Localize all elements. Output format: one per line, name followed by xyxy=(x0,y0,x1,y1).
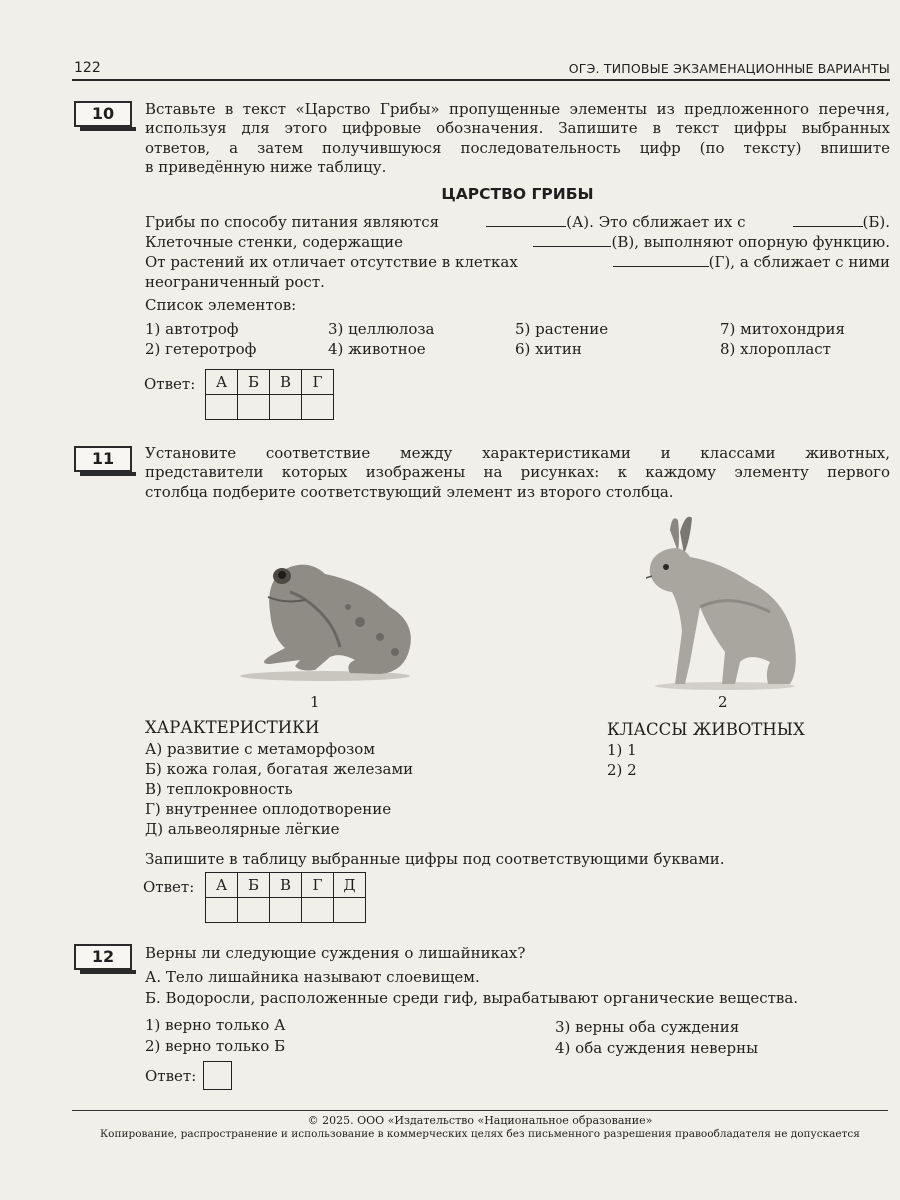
q10-intro-line: используя для этого цифровые обозначения. Запишите в текст цифры выбранных xyxy=(145,119,890,138)
answer-col-header: Б xyxy=(238,873,270,898)
q10-text: От растений их отличает отсутствие в клетках xyxy=(145,253,518,271)
q11-intro xyxy=(145,444,890,502)
question-number-12: 12 xyxy=(74,944,132,970)
q10-intro-line: Вставьте в текст «Царство Грибы» пропущенные элементы из предложенного перечня, xyxy=(145,100,890,118)
answer-col-header: Б xyxy=(238,370,270,395)
answer-col-header: В xyxy=(270,370,302,395)
q12-option-2: 2) верно только Б xyxy=(145,1037,286,1055)
characteristic-item: Д) альвеолярные лёгкие xyxy=(145,820,340,838)
answer-cell[interactable] xyxy=(206,898,238,923)
q10-intro-line: в приведённую ниже таблицу. xyxy=(145,157,387,176)
characteristics-title: ХАРАКТЕРИСТИКИ xyxy=(145,718,320,737)
figure-1-caption: 1 xyxy=(310,693,320,711)
q10-text-line-4: неограниченный рост. xyxy=(145,273,325,291)
q10-text-line-1 xyxy=(145,212,890,232)
answer-col-header: Г xyxy=(302,370,334,395)
q10-answer-label: Ответ: xyxy=(144,375,196,393)
q10-text: (А). Это сближает их с xyxy=(566,213,746,231)
q10-text: Грибы по способу питания являются xyxy=(145,213,440,231)
question-number-10: 10 xyxy=(74,101,132,127)
header-rule xyxy=(72,79,890,81)
answer-cell[interactable] xyxy=(302,395,334,420)
q10-item-8: 8) хлоропласт xyxy=(720,340,831,358)
class-item: 1) 1 xyxy=(607,741,637,759)
q10-heading: ЦАРСТВО ГРИБЫ xyxy=(441,185,594,203)
q11-answer-label: Ответ: xyxy=(143,878,195,896)
q10-text: (Б). xyxy=(862,213,890,231)
q12-statement-a: А. Тело лишайника называют слоевищем. xyxy=(145,968,480,986)
q11-intro-line: столбца подберите соответствующий элемент из второго столбца. xyxy=(145,482,674,501)
answer-col-header: В xyxy=(270,873,302,898)
q10-item-2: 2) гетеротроф xyxy=(145,340,257,358)
q10-list-title: Список элементов: xyxy=(145,296,297,314)
answer-col-header: А xyxy=(206,370,238,395)
q10-text: Клеточные стенки, содержащие xyxy=(145,233,404,251)
answer-col-header: А xyxy=(206,873,238,898)
blank-a xyxy=(486,212,566,227)
q12-answer-box[interactable] xyxy=(203,1061,232,1090)
page-header-title: ОГЭ. ТИПОВЫЕ ЭКЗАМЕНАЦИОННЫЕ ВАРИАНТЫ xyxy=(568,61,890,76)
class-item: 2) 2 xyxy=(607,761,637,779)
footer-copyright: © 2025. ООО «Издательство «Национальное образование» xyxy=(307,1114,653,1127)
characteristic-item: Б) кожа голая, богатая железами xyxy=(145,760,414,778)
footer-notice: Копирование, распространение и использование в коммерческих целях без письменного разрешения правообладателя не допускается xyxy=(100,1128,860,1140)
q10-item-3: 3) целлюлоза xyxy=(328,320,435,338)
q10-text-line-3 xyxy=(145,252,890,272)
q12-question: Верны ли следующие суждения о лишайниках? xyxy=(145,944,526,962)
q10-intro-line: ответов, а затем получившуюся последовательность цифр (по тексту) впишите xyxy=(145,138,890,157)
q12-option-1: 1) верно только А xyxy=(145,1016,286,1034)
blank-v xyxy=(533,232,611,247)
q10-text: (Г), а сближает с ними xyxy=(708,253,890,271)
q10-answer-table xyxy=(205,369,334,420)
q11-intro-line: представители которых изображены на рисунках: к каждому элементу первого xyxy=(145,463,890,482)
q10-item-6: 6) хитин xyxy=(515,340,582,358)
q11-intro-line: Установите соответствие между характеристиками и классами животных, xyxy=(145,444,890,462)
q10-item-7: 7) митохондрия xyxy=(720,320,845,338)
answer-cell[interactable] xyxy=(206,395,238,420)
answer-cell[interactable] xyxy=(334,898,366,923)
hare-image xyxy=(640,512,805,692)
q11-answer-table xyxy=(205,872,366,923)
question-number-11: 11 xyxy=(74,446,132,472)
characteristic-item: Г) внутреннее оплодотворение xyxy=(145,800,392,818)
q12-option-4: 4) оба суждения неверны xyxy=(555,1039,759,1057)
q10-intro xyxy=(145,100,890,177)
figure-2-caption: 2 xyxy=(718,693,728,711)
q10-text-line-2 xyxy=(145,232,890,252)
characteristic-item: В) теплокровность xyxy=(145,780,293,798)
q12-answer-label: Ответ: xyxy=(145,1067,197,1085)
q10-item-1: 1) автотроф xyxy=(145,320,239,338)
characteristic-item: А) развитие с метаморфозом xyxy=(145,740,375,758)
answer-cell[interactable] xyxy=(238,898,270,923)
blank-g xyxy=(613,252,709,267)
frog-image xyxy=(230,552,420,682)
answer-cell[interactable] xyxy=(238,395,270,420)
footer-rule xyxy=(72,1110,888,1111)
answer-cell[interactable] xyxy=(302,898,334,923)
answer-cell[interactable] xyxy=(270,898,302,923)
classes-title: КЛАССЫ ЖИВОТНЫХ xyxy=(607,720,805,739)
q12-statement-b: Б. Водоросли, расположенные среди гиф, вырабатывают органические вещества. xyxy=(145,989,799,1007)
blank-b xyxy=(793,212,863,227)
q10-text: (В), выполняют опорную функцию. xyxy=(611,233,890,251)
page-number: 122 xyxy=(74,60,101,76)
q10-item-4: 4) животное xyxy=(328,340,426,358)
q11-instruction: Запишите в таблицу выбранные цифры под соответствующими буквами. xyxy=(145,850,725,868)
answer-col-header: Д xyxy=(334,873,366,898)
q10-item-5: 5) растение xyxy=(515,320,609,338)
q12-option-3: 3) верны оба суждения xyxy=(555,1018,740,1036)
answer-cell[interactable] xyxy=(270,395,302,420)
answer-col-header: Г xyxy=(302,873,334,898)
